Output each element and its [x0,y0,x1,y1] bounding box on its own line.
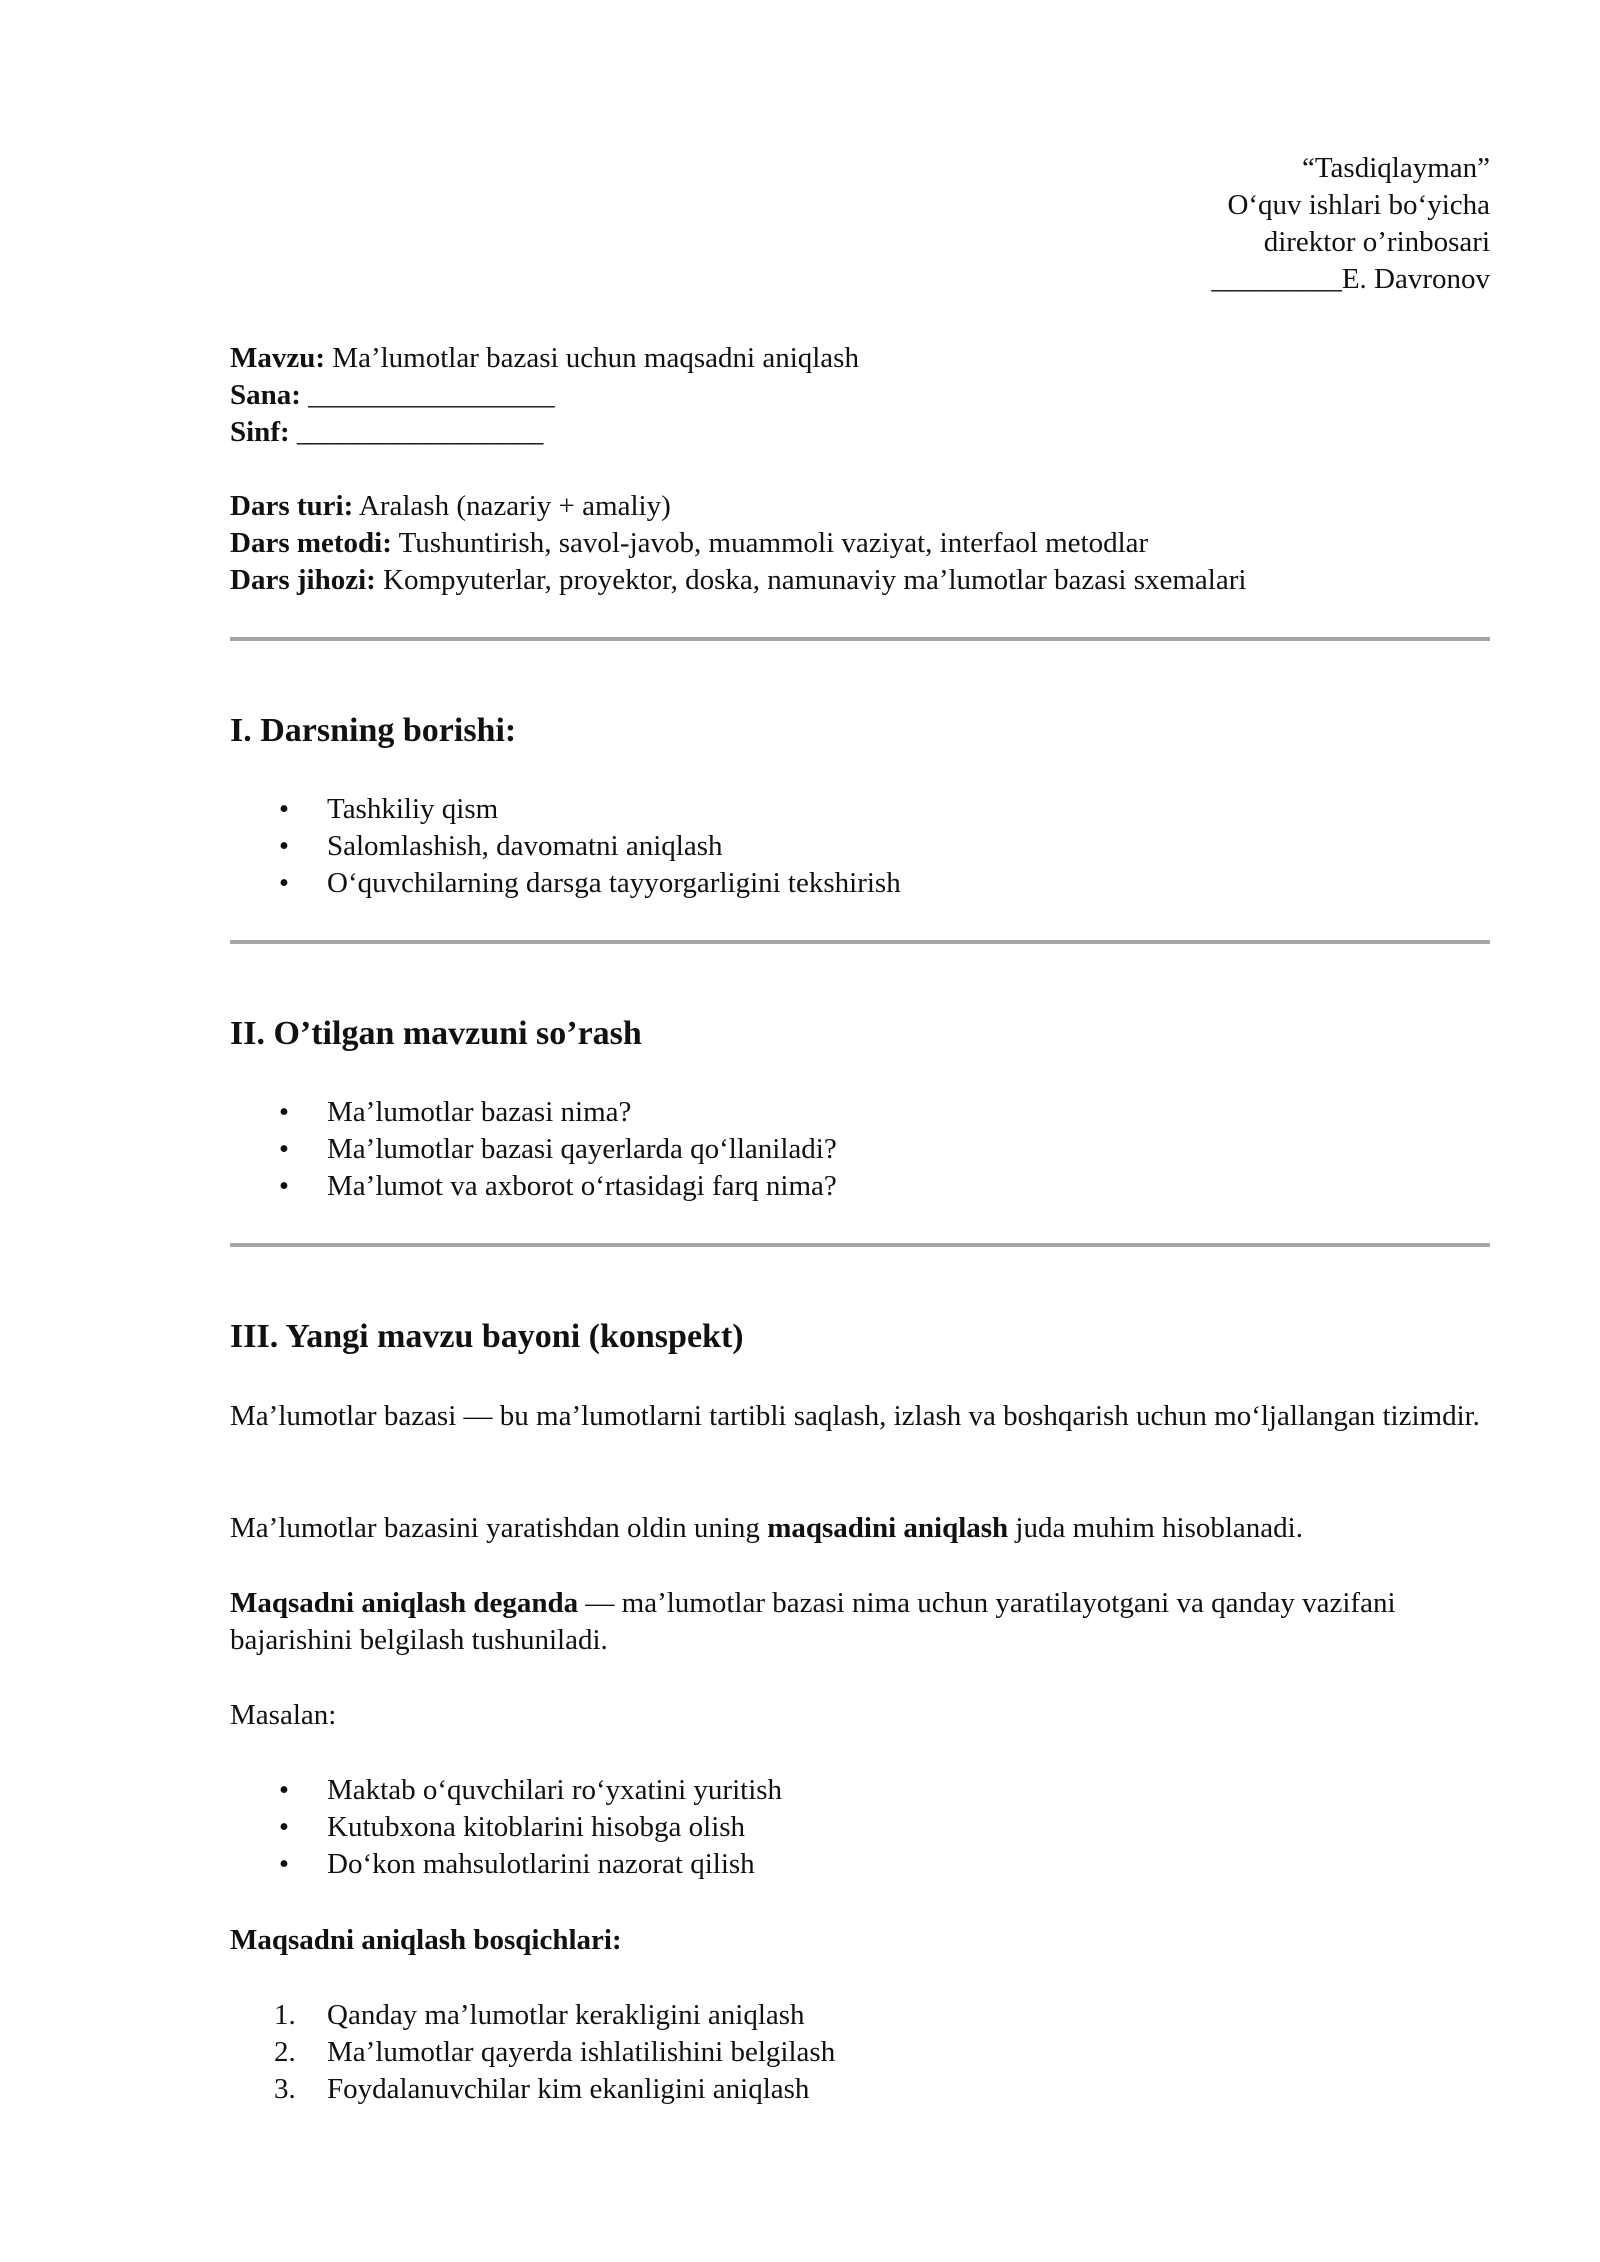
section-1-list [230,791,901,902]
lesson-method-label: Dars metodi: [230,527,392,559]
class-label: Sinf: [230,416,290,448]
signature-name: E. Davronov [1341,263,1490,295]
lesson-equipment-line [230,562,1246,599]
approval-position: O‘quv ishlari bo‘yicha [1227,189,1490,221]
definition-paragraph: Ma’lumotlar bazasi — bu ma’lumotlarni tartibli saqlash, izlash va boshqarish uchun mo‘ljallangan tizimdir. [230,1400,1480,1432]
lesson-method-value: Tushuntirish, savol-javob, muammoli vaziyat, interfaol metodlar [391,527,1149,559]
approval-block [1211,150,1490,298]
bullet-icon: • [278,1774,290,1806]
signature-blank: _________ [1211,263,1342,295]
topic-value: Ma’lumotlar bazasi uchun maqsadni aniqlash [325,342,859,374]
list-item: • Ma’lumot va axborot o‘rtasidagi farq nima? [230,1168,837,1205]
topic-label: Mavzu: [230,342,326,374]
section-2-title: II. O’tilgan mavzuni so’rash [230,1015,642,1052]
bullet-icon: • [278,830,290,862]
class-line [230,414,859,451]
section-1-title: I. Darsning borishi: [230,712,517,749]
bullet-icon: • [278,1133,290,1165]
steps-list [230,1997,835,2108]
bullet-icon: • [278,1848,290,1880]
lesson-type-value: Aralash (nazariy + amaliy) [353,490,671,522]
topic-line [230,340,859,377]
list-item: • Maktab o‘quvchilari ro‘yxatini yuritish [230,1772,782,1809]
lesson-method-line [230,525,1246,562]
bullet-icon: • [278,1170,290,1202]
steps-title: Maqsadni aniqlash bosqichlari: [230,1924,622,1956]
divider [230,637,1490,641]
bullet-icon: • [278,1096,290,1128]
lesson-equipment-value: Kompyuterlar, proyektor, doska, namunaviy ma’lumotlar bazasi sxemalari [375,564,1247,596]
date-label: Sana: [230,379,301,411]
list-item: • O‘quvchilarning darsga tayyorgarligini tekshirish [230,865,901,902]
list-item: • Kutubxona kitoblarini hisobga olish [230,1809,782,1846]
lesson-type-label: Dars turi: [230,490,354,522]
divider [230,940,1490,944]
section-3-title: III. Yangi mavzu bayoni (konspekt) [230,1318,744,1355]
approval-role: direktor o’rinbosari [1263,226,1490,258]
list-item: 3. Foydalanuvchilar kim ekanligini aniqlash [274,2073,810,2105]
divider [230,1243,1490,1247]
list-item: • Do‘kon mahsulotlarini nazorat qilish [230,1846,782,1883]
examples-list [230,1772,782,1883]
class-value: _________________ [289,416,544,448]
bullet-icon: • [278,867,290,899]
date-value: _________________ [300,379,555,411]
list-item: • Ma’lumotlar bazasi qayerlarda qo‘llaniladi? [230,1131,837,1168]
list-item: • Ma’lumotlar bazasi nima? [230,1094,837,1131]
list-item: • Tashkiliy qism [230,791,901,828]
approval-title: “Tasdiqlayman” [1301,152,1490,184]
list-item: 1. Qanday ma’lumotlar kerakligini aniqlash [274,1999,805,2031]
importance-paragraph: Ma’lumotlar bazasini yaratishdan oldin uning maqsadini aniqlash juda muhim hisoblanadi. [230,1512,1303,1544]
lesson-info [230,340,859,451]
bullet-icon: • [278,1811,290,1843]
list-item: 2. Ma’lumotlar qayerda ishlatilishini belgilash [274,2036,836,2068]
lesson-details [230,488,1246,599]
lesson-type-line [230,488,1246,525]
section-2-list [230,1094,837,1205]
date-line [230,377,859,414]
example-label: Masalan: [230,1699,337,1731]
bullet-icon: • [278,793,290,825]
purpose-paragraph: Maqsadni aniqlash deganda — ma’lumotlar bazasi nima uchun yaratilayotgani va qanday vazifani bajarishini belgilash tushuniladi. [230,1587,1396,1656]
approval-signature [1211,261,1490,298]
list-item: • Salomlashish, davomatni aniqlash [230,828,901,865]
lesson-equipment-label: Dars jihozi: [230,564,376,596]
